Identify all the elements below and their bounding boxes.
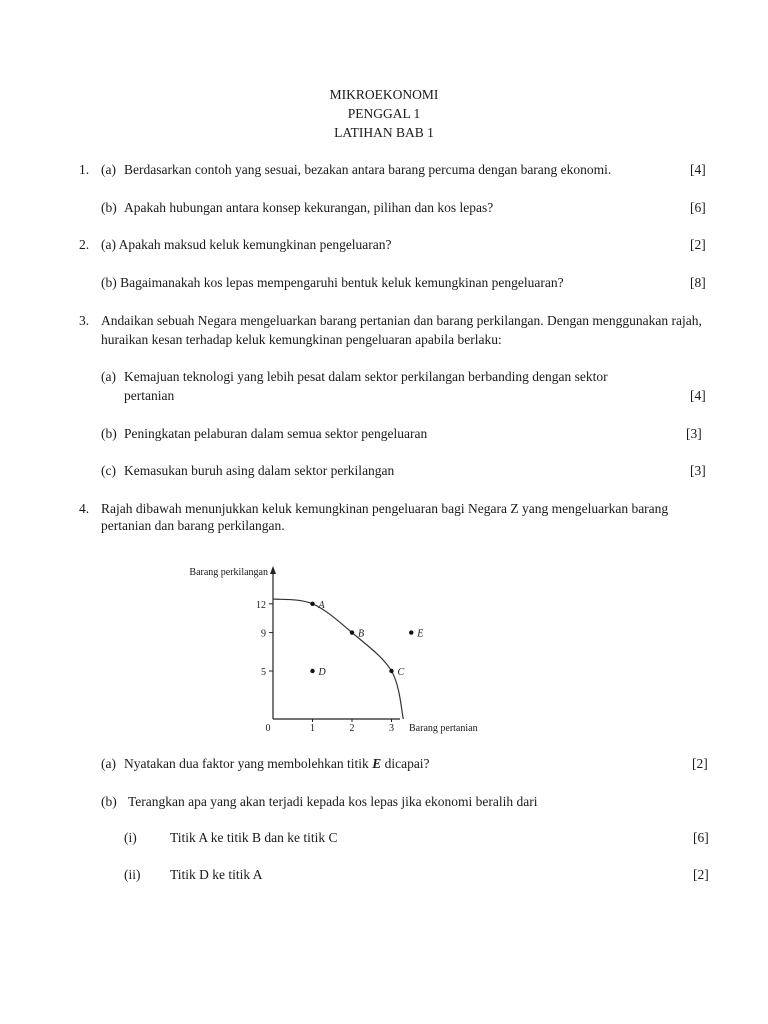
q4bi-label: (i) (124, 830, 137, 845)
q2a-marks: [2] (690, 237, 706, 252)
q3a-label: (a) (101, 369, 116, 384)
q1a-marks: [4] (690, 162, 706, 177)
q4b-label: (b) (101, 794, 117, 809)
q3-number: 3. (79, 313, 90, 328)
q4bii-marks: [2] (693, 867, 709, 882)
x-tick-label: 1 (310, 723, 315, 734)
q1b-marks: [6] (690, 200, 706, 215)
origin-label: 0 (265, 723, 271, 734)
point-a (310, 602, 314, 606)
point-label-c: C (397, 667, 405, 678)
q3-intro-line1: Andaikan sebuah Negara mengeluarkan barang pertanian dan barang perkilangan. Dengan menggunakan rajah, (101, 313, 702, 328)
x-axis-label: Barang pertanian (409, 723, 478, 734)
doc-subject: MIKROEKONOMI (329, 87, 439, 102)
x-tick-label: 2 (349, 723, 355, 734)
ppc-curve (273, 599, 403, 719)
q1b-text: Apakah hubungan antara konsep kekurangan, pilihan dan kos lepas? (124, 200, 494, 215)
point-label-d: D (318, 667, 326, 678)
q4bi-marks: [6] (693, 830, 709, 845)
q1-number: 1. (79, 162, 90, 177)
point-e (409, 630, 413, 634)
q1a-text: Berdasarkan contoh yang sesuai, bezakan antara barang percuma dengan barang ekonomi. (124, 162, 612, 177)
point-d (310, 669, 314, 673)
y-tick-label: 9 (261, 628, 266, 640)
q2a-text: (a) Apakah maksud keluk kemungkinan pengeluaran? (101, 237, 392, 252)
q1a-label: (a) (101, 162, 116, 177)
point-label-e: E (417, 628, 424, 640)
q4bi-text: Titik A ke titik B dan ke titik C (170, 830, 338, 845)
point-label-b: B (358, 628, 365, 640)
q3a-marks: [4] (690, 388, 706, 403)
y-axis-arrow (270, 566, 276, 574)
q2b-marks: [8] (690, 275, 706, 290)
q4-intro-line1: Rajah dibawah menunjukkan keluk kemungkinan pengeluaran bagi Negara Z yang mengeluarkan barang (101, 501, 669, 516)
point-label-a: A (318, 599, 325, 611)
q4a-text (124, 756, 430, 772)
q2-number: 2. (79, 237, 90, 252)
point-b (350, 630, 354, 634)
q4bii-label: (ii) (124, 867, 141, 882)
q3b-text: Peningkatan pelaburan dalam semua sektor pengeluaran (124, 426, 428, 441)
point-c (389, 669, 393, 673)
q4b-text: Terangkan apa yang akan terjadi kepada kos lepas jika ekonomi beralih dari (128, 794, 538, 809)
q4a-text-after: dicapai? (381, 756, 430, 771)
q4-intro-line2: pertanian dan barang perkilangan. (101, 518, 285, 533)
q3c-text: Kemasukan buruh asing dalam sektor perkilangan (124, 463, 395, 478)
q4a-text-before: Nyatakan dua faktor yang membolehkan titik (124, 756, 373, 771)
q4bii-text: Titik D ke titik A (170, 867, 263, 882)
q3a-text-line2: pertanian (124, 388, 175, 403)
doc-term: PENGGAL 1 (347, 106, 421, 121)
q4-number: 4. (79, 501, 90, 516)
q3-intro-line2: huraikan kesan terhadap keluk kemungkinan pengeluaran apabila berlaku: (101, 332, 502, 347)
y-tick-label: 12 (256, 599, 266, 611)
q3b-label: (b) (101, 426, 117, 441)
q3c-marks: [3] (690, 463, 706, 478)
q4a-label: (a) (101, 756, 116, 771)
y-axis-label: Barang perkilangan (189, 567, 268, 578)
q4a-point-e: E (372, 756, 382, 771)
q4a-marks: [2] (692, 756, 708, 771)
doc-title: LATIHAN BAB 1 (334, 125, 434, 140)
q3c-label: (c) (101, 463, 116, 478)
q1b-label: (b) (101, 200, 117, 215)
q2b-text: (b) Bagaimanakah kos lepas mempengaruhi bentuk keluk kemungkinan pengeluaran? (101, 275, 564, 290)
q3a-text-line1: Kemajuan teknologi yang lebih pesat dalam sektor perkilangan berbanding dengan sektor (124, 369, 608, 384)
y-tick-label: 5 (261, 667, 266, 678)
q3b-marks: [3] (686, 426, 702, 441)
x-tick-label: 3 (389, 723, 394, 734)
